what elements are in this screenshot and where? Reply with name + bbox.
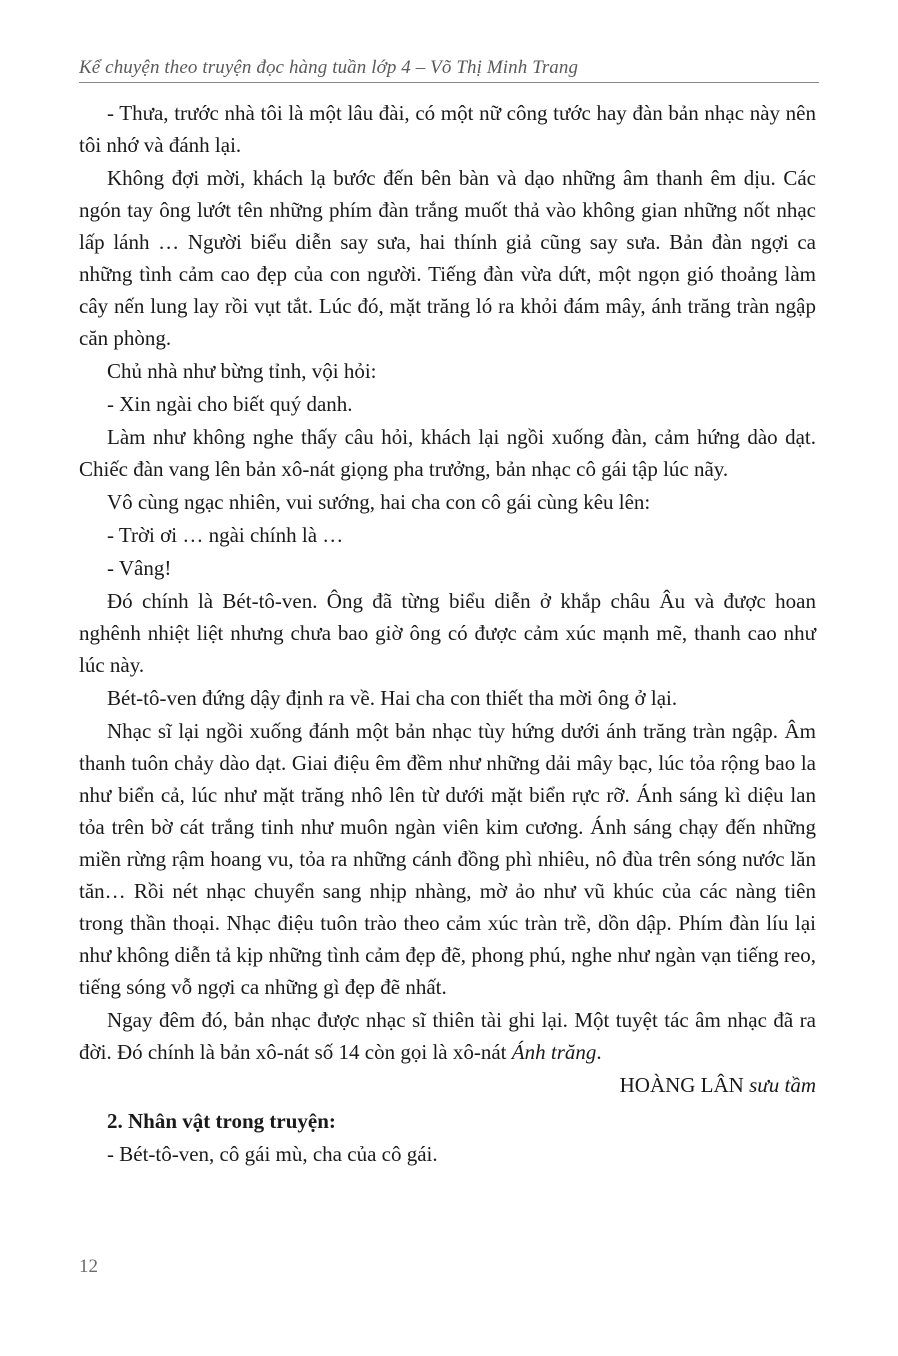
page-body	[79, 97, 816, 1171]
closing-paragraph	[79, 1004, 816, 1068]
closing-end: .	[596, 1040, 602, 1064]
paragraph: Vô cùng ngạc nhiên, vui sướng, hai cha con cô gái cùng kêu lên:	[107, 490, 651, 514]
sonata-title: Ánh trăng	[511, 1040, 597, 1064]
paragraph: - Xin ngài cho biết quý danh.	[107, 392, 353, 416]
paragraph: Không đợi mời, khách lạ bước đến bên bàn và dạo những âm thanh êm dịu. Các ngón tay ông lướt tên những phím đàn trắng muốt thả vào không gian những nốt nhạc lấp lánh … Người biểu diễn say sưa, hai thính giả cũng say sưa. Bản đàn ngợi ca những tình cảm cao đẹp của con người. Tiếng đàn vừa dứt, một ngọn gió thoảng làm cây nến lung lay rồi vụt tắt. Lúc đó, mặt trăng ló ra khỏi đám mây, ánh trăng tràn ngập căn phòng.	[79, 166, 816, 350]
paragraph: - Thưa, trước nhà tôi là một lâu đài, có một nữ công tước hay đàn bản nhạc này nên tôi nhớ và đánh lại.	[79, 101, 816, 157]
paragraph: Bét-tô-ven đứng dậy định ra về. Hai cha con thiết tha mời ông ở lại.	[107, 686, 678, 710]
paragraph: Làm như không nghe thấy câu hỏi, khách lại ngồi xuống đàn, cảm hứng dào dạt. Chiếc đàn vang lên bản xô-nát giọng pha trưởng, bản nhạc cô gái tập lúc nãy.	[79, 425, 816, 481]
section-item: - Bét-tô-ven, cô gái mù, cha của cô gái.	[107, 1142, 438, 1166]
paragraph: - Vâng!	[107, 556, 172, 580]
page-number: 12	[79, 1256, 98, 1277]
paragraph: Đó chính là Bét-tô-ven. Ông đã từng biểu diễn ở khắp châu Âu và được hoan nghênh nhiệt liệt nhưng chưa bao giờ ông có được cảm xúc mạnh mẽ, thanh cao như lúc này.	[79, 589, 816, 677]
running-header: Kể chuyện theo truyện đọc hàng tuần lớp 4 – Võ Thị Minh Trang	[79, 57, 579, 78]
header-divider	[79, 82, 819, 83]
credit-role: sưu tầm	[749, 1073, 816, 1097]
credit-author: HOÀNG LÂN	[619, 1073, 744, 1097]
source-credit	[79, 1069, 816, 1101]
paragraph: - Trời ơi … ngài chính là …	[107, 523, 344, 547]
paragraph: Nhạc sĩ lại ngồi xuống đánh một bản nhạc tùy hứng dưới ánh trăng tràn ngập. Âm thanh tuôn chảy dào dạt. Giai điệu êm đềm như những dải mây bạc, lúc tỏa rộng bao la như biển cả, lúc như mặt trăng nhô lên từ dưới mặt biển rực rỡ. Ánh sáng kì diệu lan tỏa trên bờ cát trắng tinh như muôn ngàn viên kim cương. Ánh sáng chạy đến những miền rừng rậm hoang vu, tỏa ra những cánh đồng phì nhiêu, nô đùa trên sóng nước lăn tăn… Rồi nét nhạc chuyển sang nhịp nhàng, mờ ảo như vũ khúc của các nàng tiên trong thần thoại. Nhạc điệu tuôn trào theo cảm xúc tràn trề, dồn dập. Phím đàn líu lại như không diễn tả kịp những tình cảm đẹp đẽ, phong phú, nghe như ngàn vạn tiếng reo, tiếng sóng vỗ ngợi ca những gì đẹp đẽ nhất.	[79, 719, 816, 999]
closing-text: Ngay đêm đó, bản nhạc được nhạc sĩ thiên tài ghi lại. Một tuyệt tác âm nhạc đã ra đời. Đó chính là bản xô-nát số 14 còn gọi là xô-nát	[79, 1008, 816, 1064]
section-heading: 2. Nhân vật trong truyện:	[107, 1109, 336, 1133]
paragraph: Chủ nhà như bừng tỉnh, vội hỏi:	[107, 359, 377, 383]
